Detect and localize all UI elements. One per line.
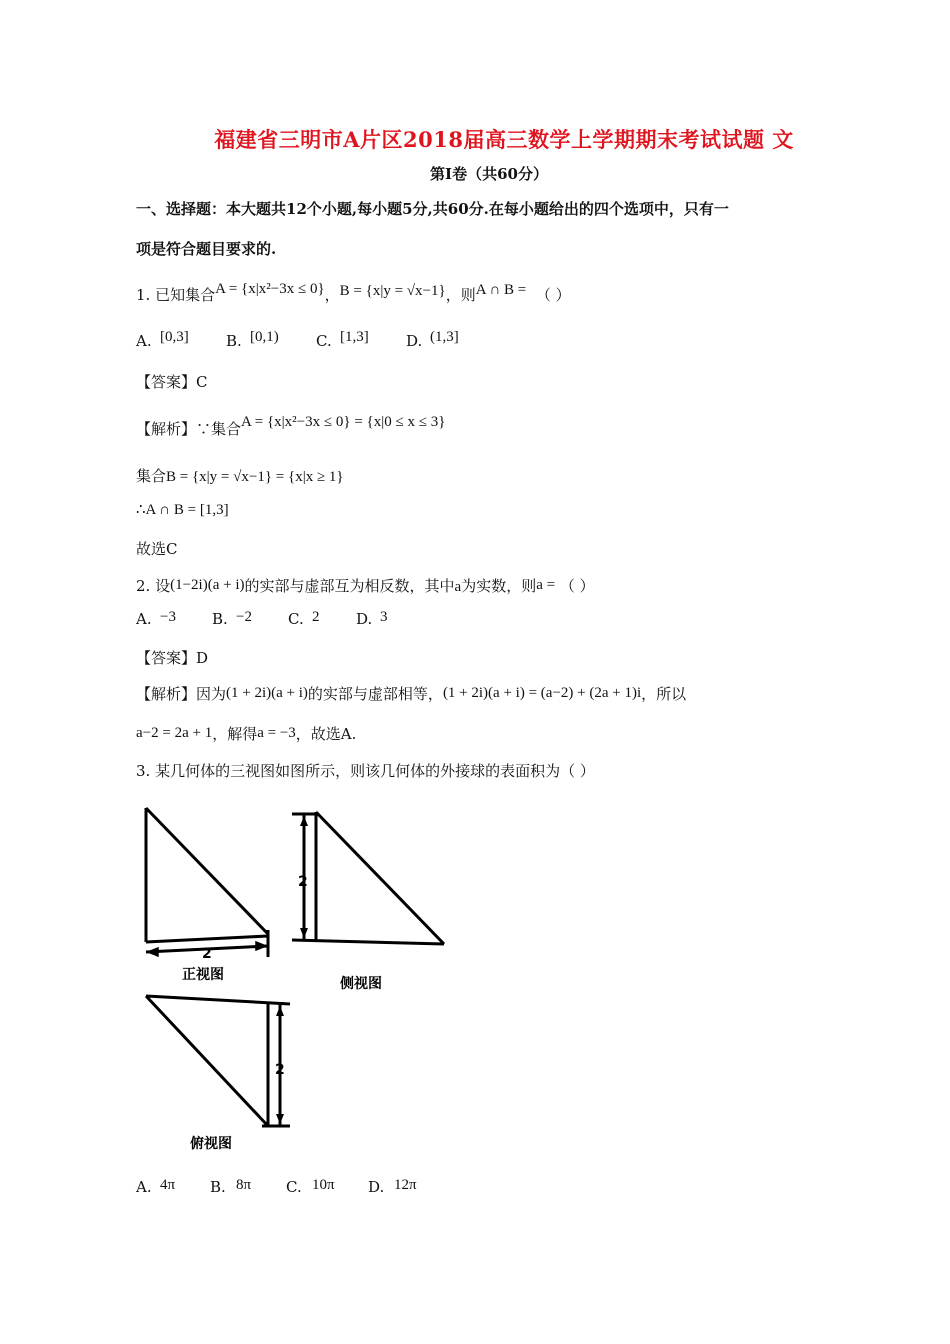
q2-option-d-label: D. bbox=[356, 610, 373, 628]
q2-option-c-value: 2 bbox=[312, 609, 320, 625]
q1-answer: 【答案】C bbox=[136, 373, 208, 391]
q1-option-a-label: A. bbox=[136, 332, 152, 350]
q1-set-b: B = {x|y = √x−1} bbox=[339, 283, 446, 299]
front-view-dimension: 2 bbox=[202, 946, 212, 962]
q2-analysis-label: 【解析】因为 bbox=[136, 685, 227, 703]
q2-options bbox=[136, 610, 424, 629]
q2-expr: (1−2i)(a + i) bbox=[170, 577, 245, 593]
top-view-dimension: 2 bbox=[275, 1062, 285, 1078]
q3-option-a-label: A. bbox=[136, 1178, 152, 1196]
q1-option-b-value: [0,1) bbox=[250, 329, 279, 345]
document-title: 福建省三明市A片区2018届高三数学上学期期末考试试题 文 bbox=[214, 127, 794, 152]
q1-line2-expr: B = {x|y = √x−1} = {x|x ≥ 1} bbox=[166, 469, 344, 485]
q1-line2-label: 集合 bbox=[136, 467, 167, 485]
q3-options bbox=[136, 1178, 450, 1197]
q1-line3-expr: A ∩ B = [1,3] bbox=[145, 502, 229, 518]
q1-option-a-value: [0,3] bbox=[160, 329, 189, 345]
q1-set-a: A = {x|x²−3x ≤ 0} bbox=[215, 281, 325, 297]
q2-analysis-expr: (1 + 2i)(a + i) bbox=[226, 685, 308, 701]
q2-aeq: a = bbox=[536, 577, 556, 593]
q2-analysis-mid: 的实部与虚部相等， bbox=[307, 685, 443, 703]
q2-answer: 【答案】D bbox=[136, 649, 209, 667]
q1-analysis bbox=[136, 414, 446, 439]
q1-options bbox=[136, 329, 496, 351]
section-instructions-line1: 一、选择题：本大题共12个小题,每小题5分,共60分.在每小题给出的四个选项中，只有一 bbox=[136, 200, 729, 218]
q2-option-a-value: −3 bbox=[160, 609, 176, 625]
q1-prefix: 1. 已知集合 bbox=[136, 286, 216, 304]
q2-stem bbox=[136, 575, 595, 596]
q1-option-d-label: D. bbox=[406, 332, 423, 350]
q1-analysis-label: 【解析】∵集合 bbox=[136, 420, 242, 438]
top-view-label: 俯视图 bbox=[190, 1136, 232, 1152]
q3-option-c-label: C. bbox=[286, 1178, 302, 1196]
side-view-figure bbox=[288, 808, 458, 998]
q3-option-b-label: B. bbox=[210, 1178, 226, 1196]
q1-expr: A ∩ B = bbox=[475, 282, 527, 298]
q1-analysis-line3 bbox=[136, 500, 229, 519]
q2-variable: a bbox=[454, 579, 462, 595]
q2-line2-expr2: a = −3 bbox=[257, 725, 296, 741]
side-view-dimension: 2 bbox=[298, 874, 308, 890]
q1-analysis-expr: A = {x|x²−3x ≤ 0} = {x|0 ≤ x ≤ 3} bbox=[241, 414, 446, 430]
part-heading: 第Ⅰ卷（共60分） bbox=[430, 165, 548, 183]
front-view-figure bbox=[140, 802, 280, 992]
section-instructions-line2: 项是符合题目要求的. bbox=[136, 240, 277, 258]
q1-then: ，则 bbox=[445, 286, 476, 304]
q2-paren: （ ） bbox=[559, 577, 595, 595]
q2-line2-end: ，故选A. bbox=[295, 725, 357, 743]
q1-option-c-label: C. bbox=[316, 332, 332, 350]
q2-option-c-label: C. bbox=[288, 610, 304, 628]
q1-stem bbox=[136, 281, 571, 305]
q2-end: 为实数，则 bbox=[461, 577, 537, 595]
q2-analysis bbox=[136, 683, 686, 704]
q2-line2-mid: ，解得 bbox=[212, 725, 258, 743]
q1-option-c-value: [1,3] bbox=[340, 329, 369, 345]
q2-line2-expr: a−2 = 2a + 1 bbox=[136, 725, 213, 741]
q2-analysis-expr2: (1 + 2i)(a + i) = (a−2) + (2a + 1)i bbox=[442, 685, 642, 701]
q1-option-d-value: (1,3] bbox=[430, 329, 459, 345]
q2-option-a-label: A. bbox=[136, 610, 152, 628]
q3-option-b-value: 8π bbox=[236, 1177, 252, 1193]
q2-middle: 的实部与虚部互为相反数，其中 bbox=[244, 577, 455, 595]
top-view-figure bbox=[140, 988, 300, 1158]
q1-line3-label: ∴ bbox=[136, 500, 146, 518]
q1-paren: （ ） bbox=[535, 286, 571, 304]
q1-option-b-label: B. bbox=[226, 332, 242, 350]
q2-analysis-end: ，所以 bbox=[641, 685, 687, 703]
q2-option-d-value: 3 bbox=[380, 609, 388, 625]
q2-option-b-label: B. bbox=[212, 610, 228, 628]
q3-option-c-value: 10π bbox=[312, 1177, 335, 1193]
q3-option-a-value: 4π bbox=[160, 1177, 176, 1193]
side-view-label: 侧视图 bbox=[340, 976, 382, 992]
q2-option-b-value: −2 bbox=[236, 609, 252, 625]
q1-analysis-line2 bbox=[136, 465, 344, 486]
q3-option-d-label: D. bbox=[368, 1178, 385, 1196]
q1-comma: ， bbox=[324, 286, 340, 304]
q2-analysis-line2 bbox=[136, 723, 356, 744]
front-view-label: 正视图 bbox=[182, 967, 224, 983]
q1-conclusion: 故选C bbox=[136, 540, 178, 558]
q3-stem: 3. 某几何体的三视图如图所示，则该几何体的外接球的表面积为（ ） bbox=[136, 762, 595, 780]
q2-prefix: 2. 设 bbox=[136, 577, 171, 595]
q3-option-d-value: 12π bbox=[394, 1177, 417, 1193]
